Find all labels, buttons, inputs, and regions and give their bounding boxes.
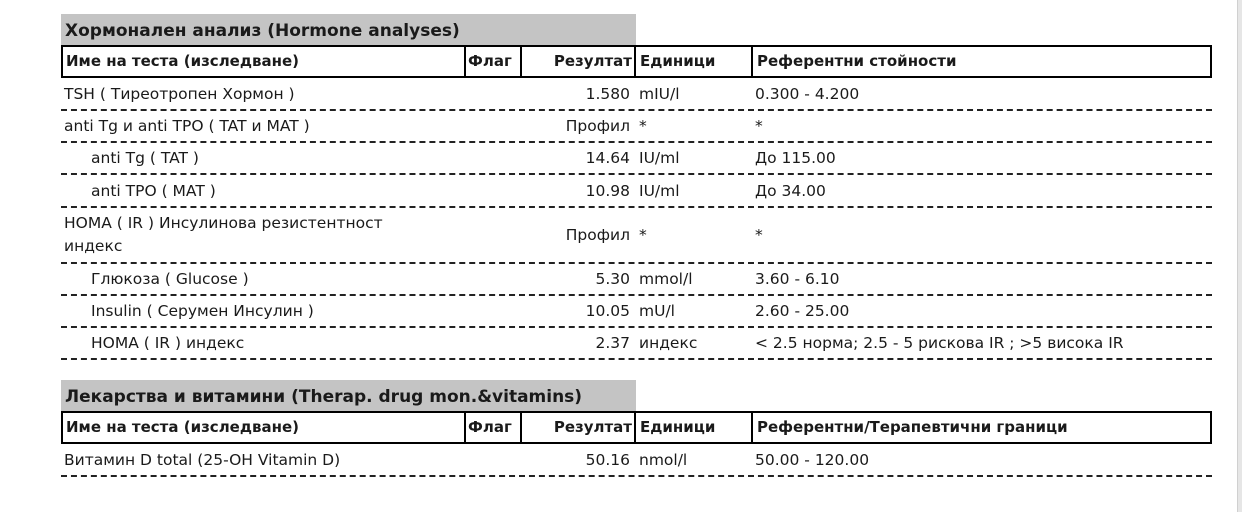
reference-range: < 2.5 норма; 2.5 - 5 рискова IR ; >5 висока IR: [755, 334, 1124, 352]
test-name: Insulin ( Серумен Инсулин ): [91, 302, 314, 320]
table-row: [61, 296, 1212, 328]
flag: [466, 328, 518, 358]
result-value: 1.580: [585, 84, 630, 103]
test-name: Глюкоза ( Glucose ): [91, 270, 249, 288]
header-result: Резултат: [553, 52, 632, 70]
header-result: Резултат: [553, 418, 632, 436]
flag: [466, 208, 518, 262]
header-reference: Референтни/Терапевтични граници: [757, 418, 1068, 436]
result-value: Профил: [565, 117, 630, 135]
test-name: Витамин D total (25-OH Vitamin D): [64, 450, 341, 469]
table-row: [61, 175, 1212, 208]
units: mU/l: [639, 302, 675, 320]
reference-range: *: [755, 117, 763, 135]
header-flag: Флаг: [468, 52, 512, 70]
test-name: anti Tg ( TAT ): [91, 149, 199, 167]
header-test-name: Име на теста (изследване): [66, 52, 299, 70]
header-flag: Флаг: [468, 418, 512, 436]
units: mIU/l: [639, 84, 680, 103]
header-reference: Референтни стойности: [757, 52, 957, 70]
header-units: Единици: [640, 418, 716, 436]
result-value: 5.30: [595, 270, 630, 288]
units: IU/ml: [639, 181, 680, 200]
units: *: [639, 226, 647, 244]
reference-range: 3.60 - 6.10: [755, 270, 840, 288]
table-row: [61, 208, 1212, 264]
flag: [466, 143, 518, 173]
flag: [466, 264, 518, 294]
section-title: Лекарства и витамини (Therap. drug mon.&vitamins): [61, 380, 636, 411]
reference-range: До 115.00: [755, 149, 836, 167]
flag: [466, 296, 518, 326]
result-value: Профил: [565, 226, 630, 244]
table-row: [61, 264, 1212, 296]
test-name: anti Tg и anti TPO ( TAT и MAT ): [64, 117, 310, 135]
reference-range: *: [755, 226, 763, 244]
units: mmol/l: [639, 270, 693, 288]
section-title: Хормонален анализ (Hormone analyses): [61, 14, 636, 45]
test-name: TSH ( Тиреотропен Хормон ): [64, 84, 295, 103]
table-header: [61, 45, 1212, 78]
result-value: 10.05: [585, 302, 630, 320]
flag: [466, 175, 518, 206]
flag: [466, 444, 518, 475]
reference-range: До 34.00: [755, 181, 826, 200]
result-value: 10.98: [585, 181, 630, 200]
result-value: 2.37: [595, 334, 630, 352]
test-name: anti TPO ( MAT ): [91, 181, 216, 200]
flag: [466, 111, 518, 141]
flag: [466, 78, 518, 109]
results-list: [61, 78, 1212, 360]
test-name: HOMA ( IR ) индекс: [91, 334, 245, 352]
header-units: Единици: [640, 52, 716, 70]
reference-range: 50.00 - 120.00: [755, 450, 870, 469]
results-list: [61, 444, 1212, 477]
table-row: [61, 444, 1212, 477]
header-test-name: Име на теста (изследване): [66, 418, 299, 436]
reference-range: 0.300 - 4.200: [755, 84, 860, 103]
table-header: [61, 411, 1212, 444]
window-edge: [1237, 0, 1242, 512]
table-row: [61, 78, 1212, 111]
table-row: [61, 111, 1212, 143]
reference-range: 2.60 - 25.00: [755, 302, 850, 320]
drug-vitamin-section: [61, 380, 1212, 477]
hormone-section: [61, 14, 1212, 360]
units: IU/ml: [639, 149, 680, 167]
units: *: [639, 117, 647, 135]
test-name: HOMA ( IR ) Инсулинова резистентност индекс: [64, 214, 383, 255]
table-row: [61, 143, 1212, 175]
result-value: 14.64: [585, 149, 630, 167]
units: индекс: [639, 334, 698, 352]
units: nmol/l: [639, 450, 688, 469]
table-row: [61, 328, 1212, 360]
result-value: 50.16: [585, 450, 630, 469]
